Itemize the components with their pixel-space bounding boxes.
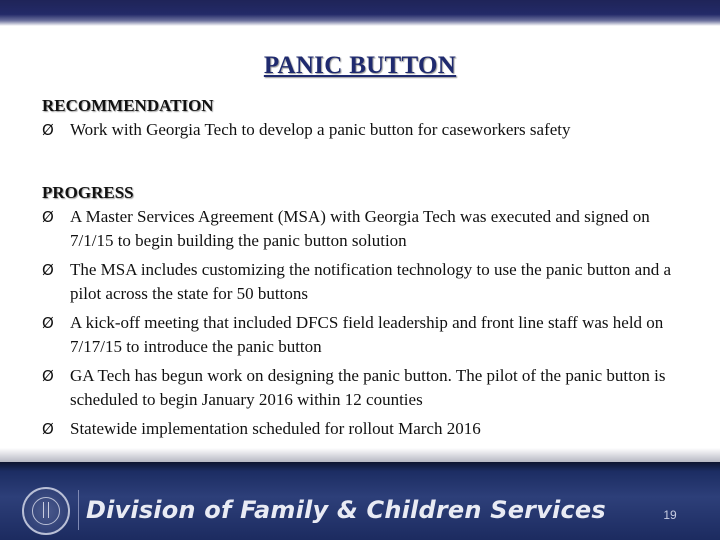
bullet-text: The MSA includes customizing the notification technology to use the panic button and a pilot across the state for 50 buttons [70,260,672,303]
bullet-text: Work with Georgia Tech to develop a panic button for caseworkers safety [70,120,571,139]
arrow-bullet-icon: Ø [42,208,54,226]
page-number: 19 [663,508,677,522]
top-banner [0,0,720,26]
bullet-text: A kick-off meeting that included DFCS field leadership and front line staff was held on 7/17/15 to introduce the panic button [70,313,664,356]
bullet-text: Statewide implementation scheduled for rollout March 2016 [70,419,481,438]
arrow-bullet-icon: Ø [42,420,54,438]
arrow-bullet-icon: Ø [42,314,54,332]
arrow-bullet-icon: Ø [42,367,54,385]
list-item [42,417,682,441]
seal-arch [43,502,49,518]
slide-body [42,94,682,446]
list-item [42,364,682,412]
recommendation-heading: RECOMMENDATION [42,96,214,115]
footer-divider [78,490,79,530]
bullet-text: GA Tech has begun work on designing the panic button. The pilot of the panic button is scheduled to begin January 2016 within 12 counties [70,366,666,409]
bullet-text: A Master Services Agreement (MSA) with Georgia Tech was executed and signed on 7/1/15 to begin building the panic button solution [70,207,650,250]
slide-title: PANIC BUTTON [263,52,457,79]
progress-list [42,205,682,441]
organization-name: Division of Family & Children Services [86,496,606,524]
list-item [42,258,682,306]
arrow-bullet-icon: Ø [42,121,54,139]
list-item [42,118,682,142]
list-item [42,311,682,359]
arrow-bullet-icon: Ø [42,261,54,279]
recommendation-list [42,118,682,142]
progress-heading: PROGRESS [42,183,134,202]
section-spacer [42,147,682,181]
georgia-state-seal-icon [22,487,70,535]
list-item [42,205,682,253]
